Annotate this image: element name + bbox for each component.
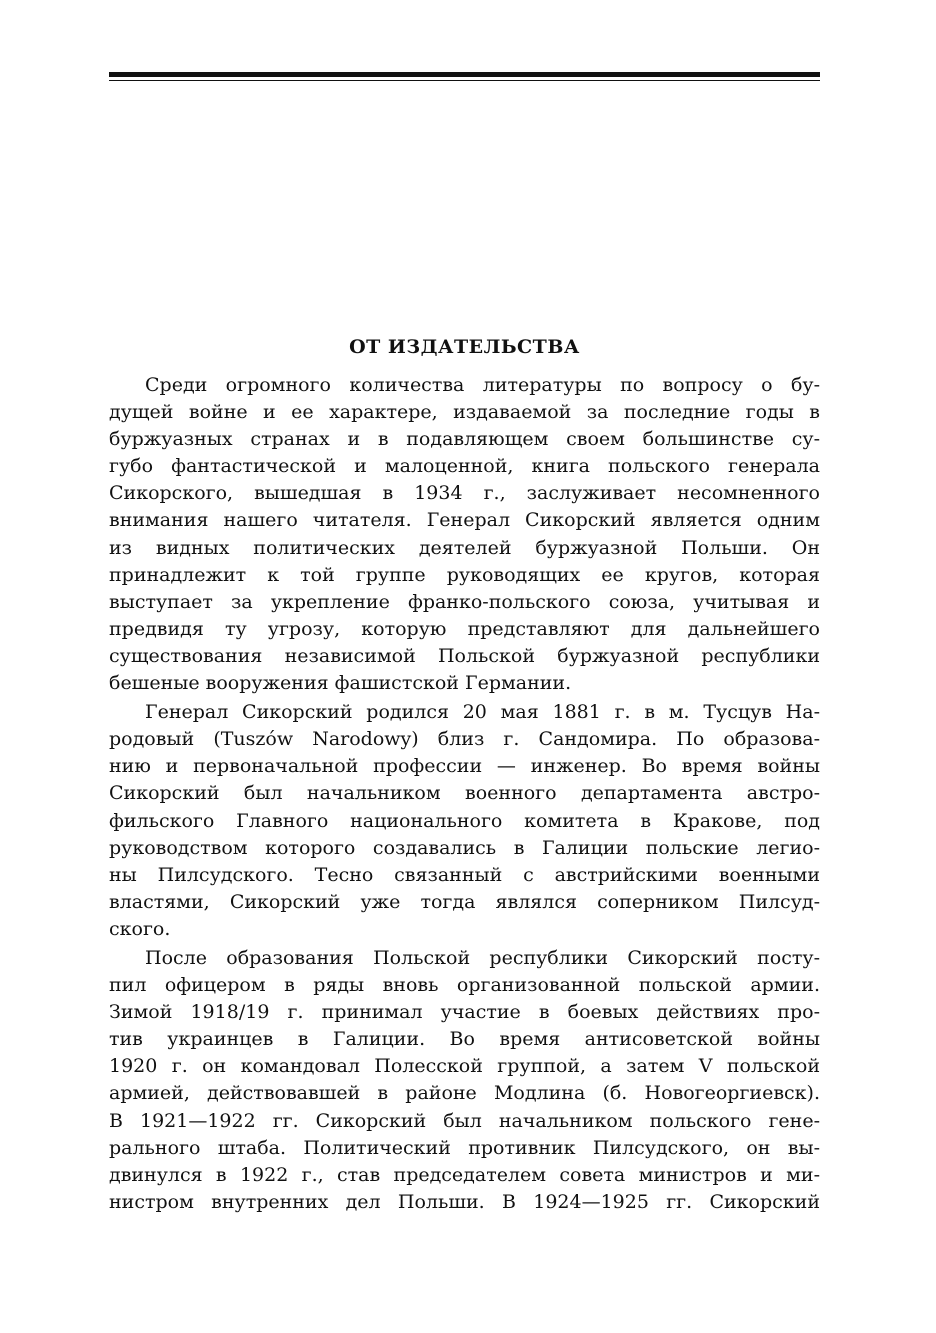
text-line: из видных политических деятелей буржуазной Польши. Он: [109, 536, 820, 559]
text-line: руководством которого создавались в Галиции польские легио-: [109, 836, 820, 859]
text-line: Сикорский был начальником военного департамента австро-: [109, 782, 820, 805]
text-line: тив украинцев в Галиции. Во время антисоветской войны: [109, 1028, 820, 1051]
text-line: рального штаба. Политический противник Пилсудского, он вы-: [109, 1136, 820, 1159]
text-line: ны Пилсудского. Тесно связанный с австрийскими военными: [109, 863, 820, 886]
text-line: нию и первоначальной профессии — инженер. Во время войны: [109, 755, 820, 778]
text-line: внимания нашего читателя. Генерал Сикорский является одним: [109, 509, 820, 532]
text-line: После образования Польской республики Сикорский посту-: [145, 946, 820, 969]
text-line: нистром внутренних дел Польши. В 1924—1925 гг. Сикорский: [109, 1190, 820, 1213]
text-line: фильского Главного национального комитета в Кракове, под: [109, 809, 820, 832]
paragraph-2: [109, 699, 820, 943]
text-line: армией, действовавшей в районе Модлина (б. Новогеоргиевск).: [109, 1082, 820, 1105]
text-line: Среди огромного количества литературы по вопросу о бу-: [145, 374, 820, 396]
header-rule-thick: [109, 72, 820, 77]
section-title: ОТ ИЗДАТЕЛЬСТВА: [349, 336, 580, 358]
header-rule-thin: [109, 80, 820, 81]
text-line: принадлежит к той группе руководящих ее кругов, которая: [109, 563, 820, 586]
text-line: В 1921—1922 гг. Сикорский был начальником польского гене-: [109, 1109, 820, 1132]
text-line: предвидя ту угрозу, которую представляют для дальнейшего: [109, 617, 820, 640]
text-line: дущей войне и ее характере, издаваемой за последние годы в: [109, 401, 820, 424]
text-line: ского.: [109, 917, 171, 940]
text-line: пил офицером в ряды вновь организованной польской армии.: [109, 974, 820, 997]
text-line: Зимой 1918/19 г. принимал участие в боевых действиях про-: [109, 1001, 820, 1024]
text-line: родовый (Tuszów Narodowy) близ г. Сандомира. По образова-: [109, 728, 820, 751]
body-text: [109, 372, 820, 1216]
text-line: буржуазных странах и в подавляющем своем большинстве су-: [109, 428, 820, 451]
text-line: 1920 г. он командовал Полесской группой, а затем V польской: [109, 1055, 820, 1078]
paragraph-1: [109, 372, 820, 697]
text-line: двинулся в 1922 г., став председателем совета министров и ми-: [109, 1163, 820, 1186]
text-line: существования независимой Польской буржуазной республики: [109, 644, 820, 667]
text-line: властями, Сикорский уже тогда являлся соперником Пилсуд-: [109, 890, 820, 913]
text-line: выступает за укрепление франко-польского союза, учитывая и: [109, 590, 820, 613]
text-line: Сикорского, вышедшая в 1934 г., заслуживает несомненного: [109, 482, 820, 505]
text-line: Генерал Сикорский родился 20 мая 1881 г. в м. Тусцув На-: [145, 701, 820, 724]
paragraph-3: [109, 945, 820, 1216]
text-line: губо фантастической и малоценной, книга польского генерала: [109, 455, 820, 478]
text-line: бешеные вооружения фашистской Германии.: [109, 672, 572, 695]
